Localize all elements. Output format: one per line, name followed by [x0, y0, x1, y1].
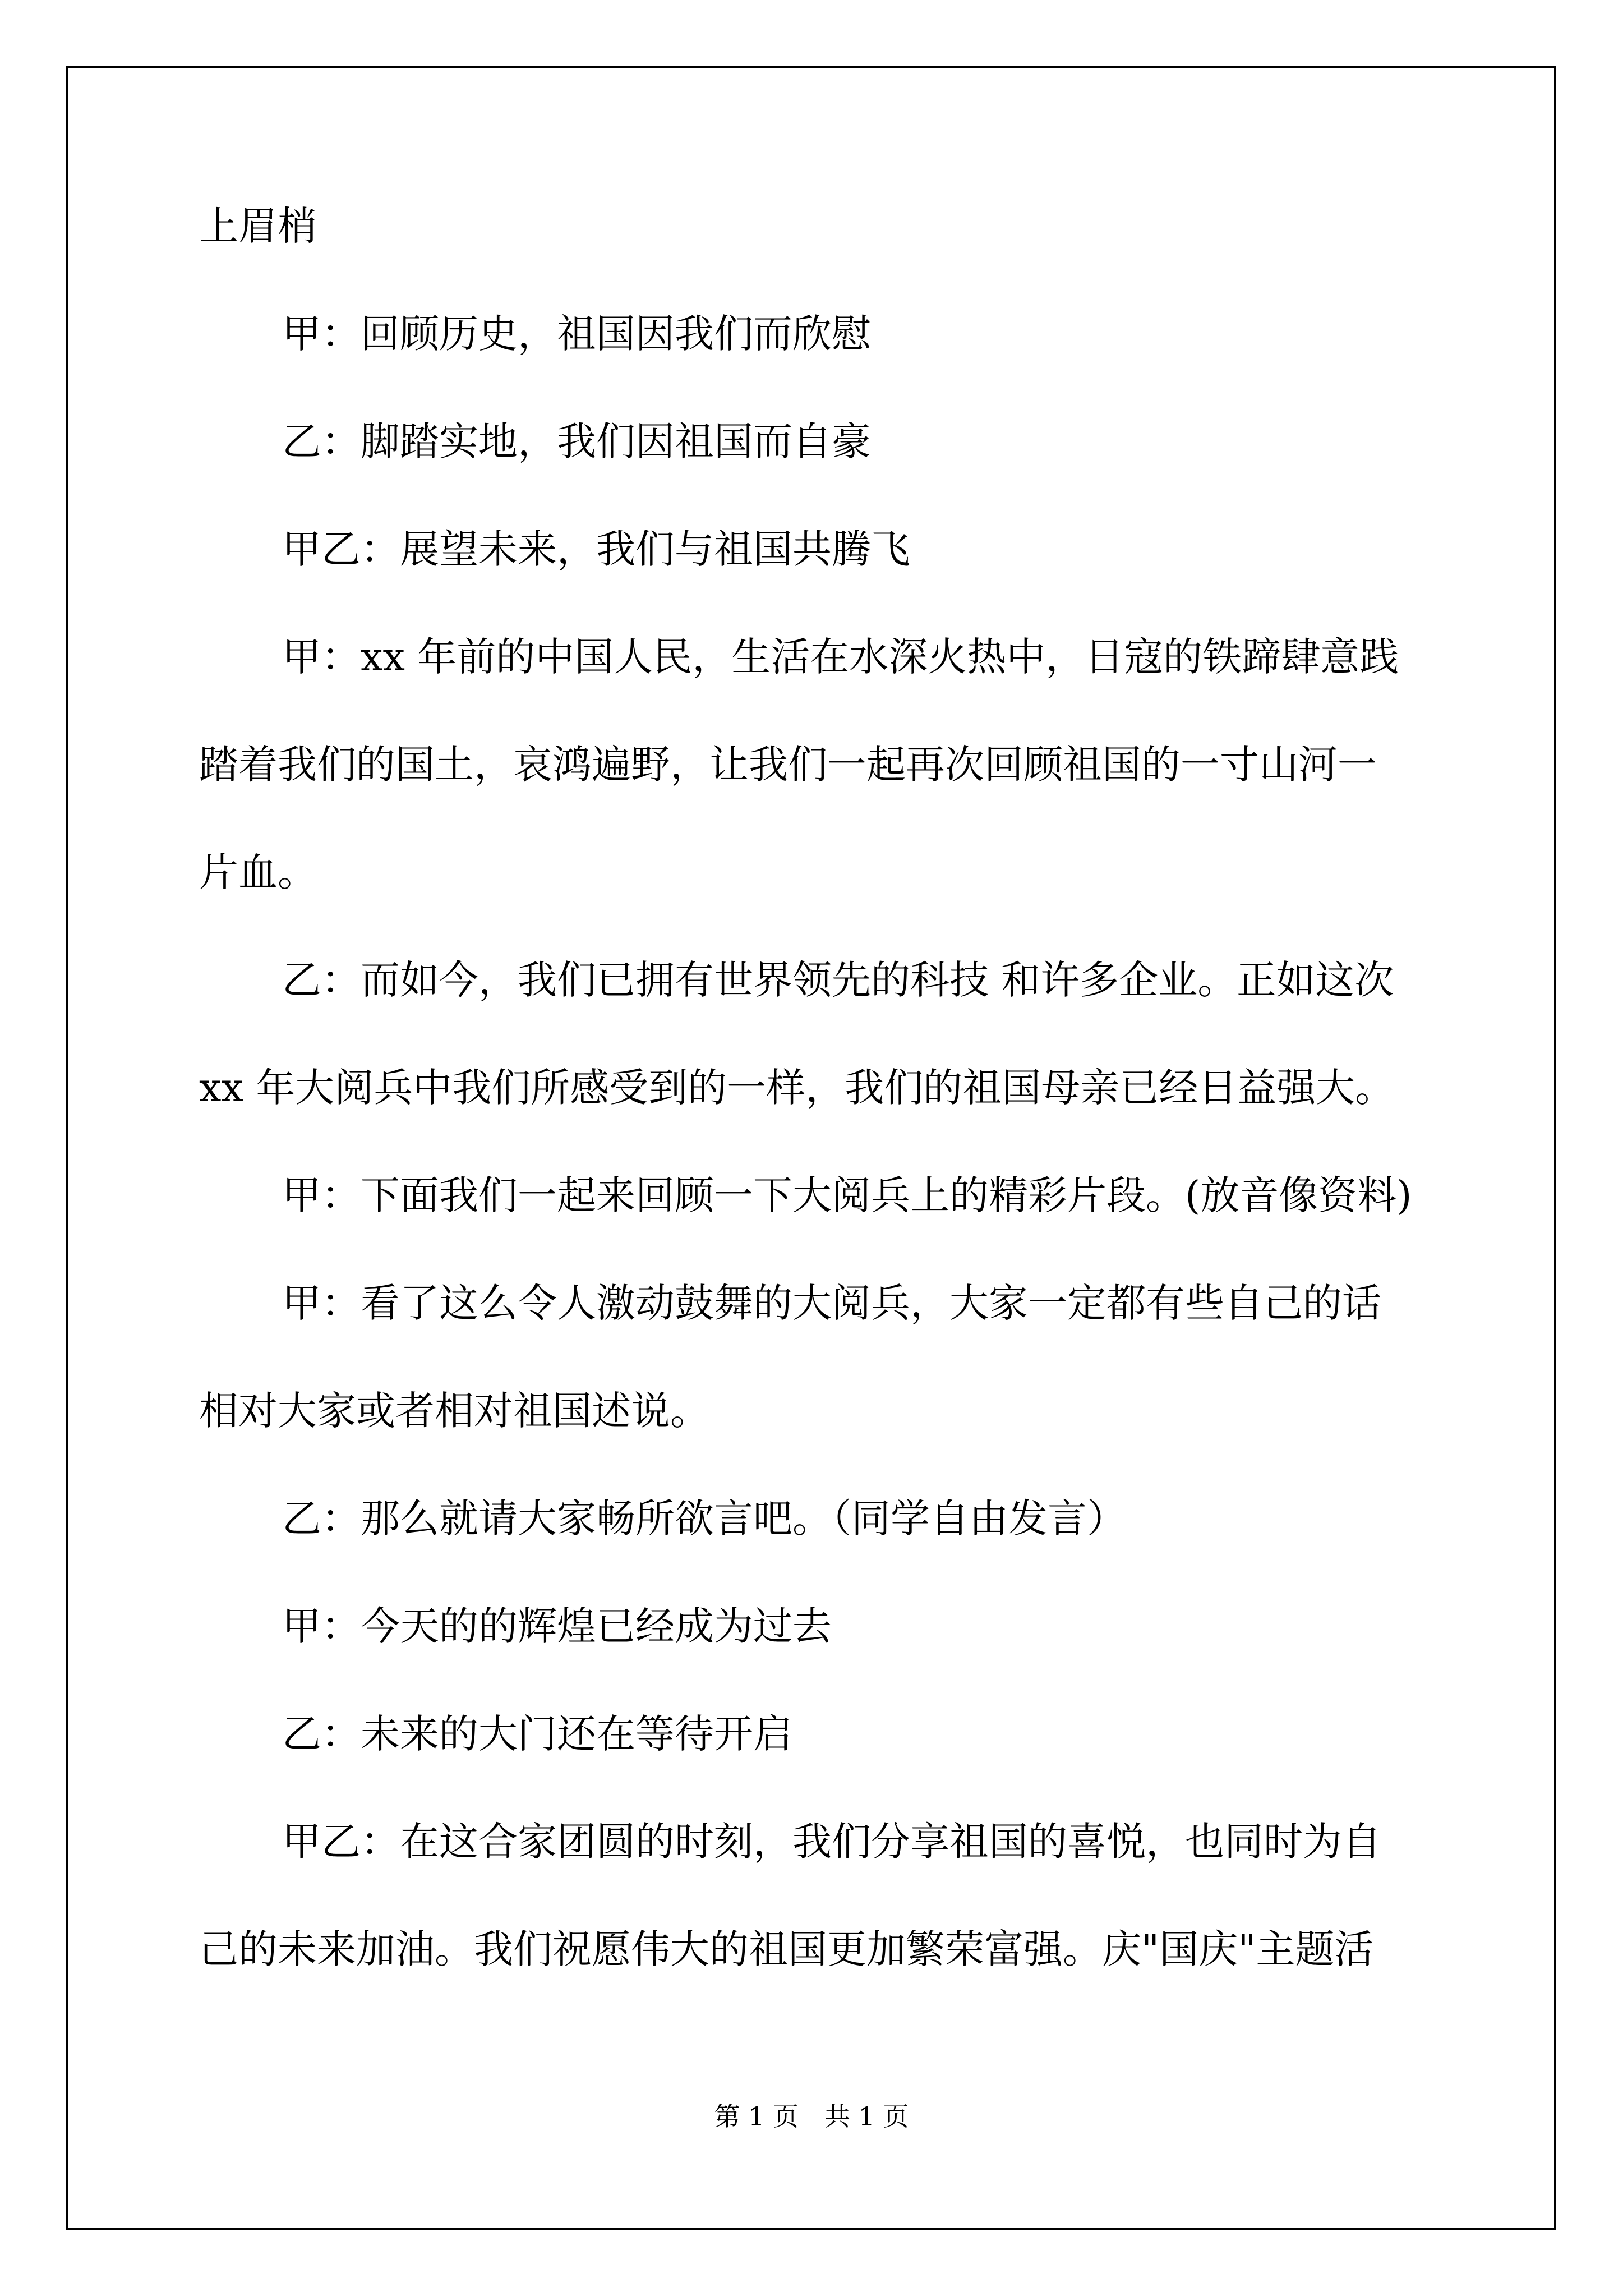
page-border: [66, 66, 1556, 2230]
page-footer: 第 1 页 共 1 页: [714, 2101, 909, 2132]
text-line: 甲：看了这么令人激动鼓舞的大阅兵，大家一定都有些自己的话: [282, 1280, 1381, 1326]
text-line: 己的未来加油。我们祝愿伟大的祖国更加繁荣富强。庆"国庆"主题活: [199, 1926, 1374, 1972]
text-line: 乙：而如今，我们已拥有世界领先的科技 和许多企业。正如这次: [282, 957, 1394, 1003]
text-line: 甲乙：展望未来，我们与祖国共腾飞: [282, 526, 910, 572]
text-line: 相对大家或者相对祖国述说。: [199, 1388, 709, 1434]
text-line: 乙：那么就请大家畅所欲言吧。（同学自由发言）: [282, 1496, 1126, 1542]
text-line: 甲：xx 年前的中国人民，生活在水深火热中，日寇的铁蹄肆意践: [282, 634, 1399, 680]
text-line: xx 年大阅兵中我们所感受到的一样，我们的祖国母亲已经日益强大。: [199, 1065, 1395, 1111]
text-line: 甲：今天的的辉煌已经成为过去: [282, 1603, 832, 1649]
text-line: 乙：脚踏实地，我们因祖国而自豪: [282, 418, 871, 464]
text-line: 踏着我们的国土，哀鸿遍野，让我们一起再次回顾祖国的一寸山河一: [199, 742, 1377, 788]
text-line: 甲：下面我们一起来回顾一下大阅兵上的精彩片段。(放音像资料): [282, 1172, 1412, 1218]
text-line: 上眉梢: [199, 203, 317, 249]
text-line: 甲：回顾历史，祖国因我们而欣慰: [282, 311, 871, 357]
text-line: 甲乙：在这合家团圆的时刻，我们分享祖国的喜悦，也同时为自: [282, 1819, 1381, 1865]
text-line: 片血。: [199, 849, 317, 895]
text-line: 乙：未来的大门还在等待开启: [282, 1711, 792, 1757]
